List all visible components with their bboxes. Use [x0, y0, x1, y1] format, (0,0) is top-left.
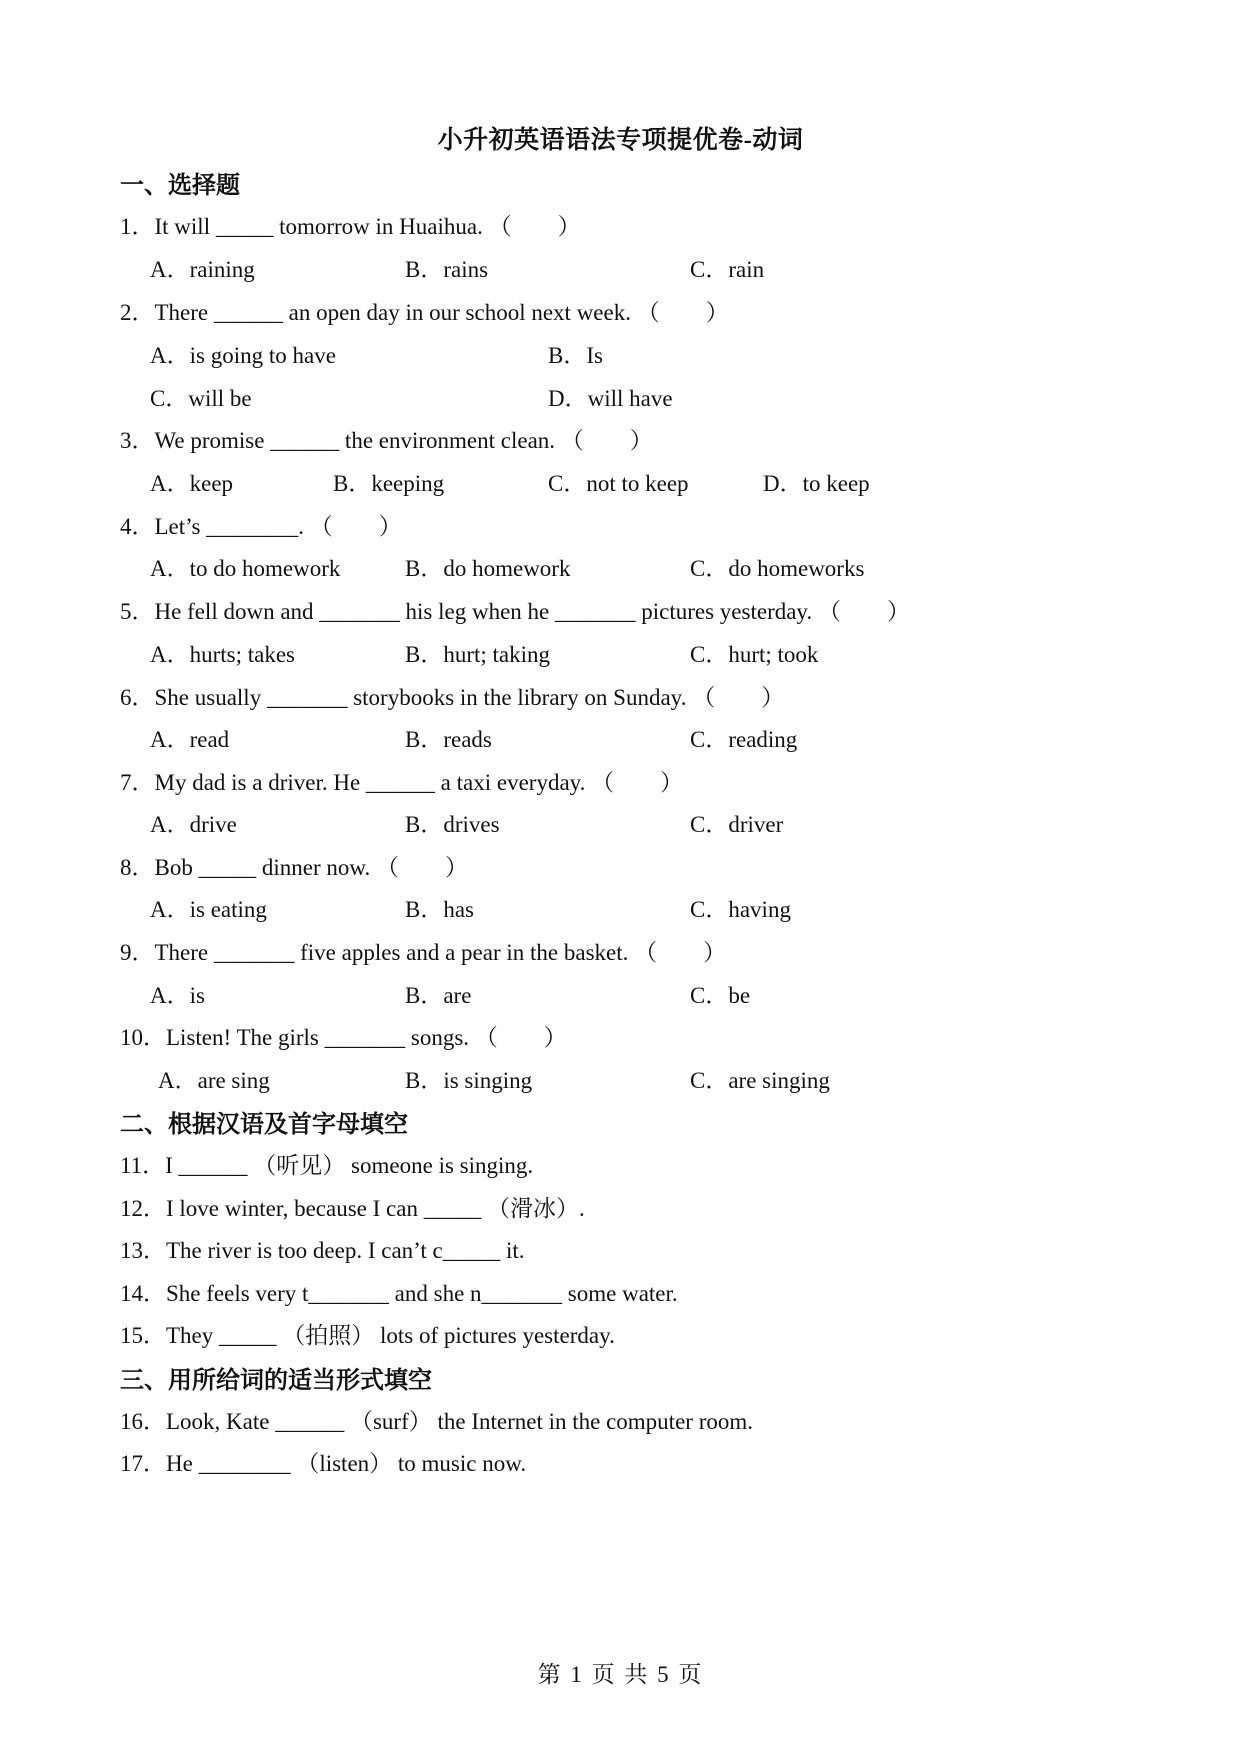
q5-option-a: A．hurts; takes	[150, 642, 296, 667]
q5-option-b: B．hurt; taking	[405, 642, 551, 667]
question-14: 14．She feels very t_______ and she n_______ some water.	[120, 1281, 678, 1306]
page-number-footer: 第 1 页 共 5 页	[537, 1662, 704, 1687]
q3-option-a: A．keep	[150, 471, 234, 496]
q3-option-c: C．not to keep	[548, 471, 689, 496]
q9-option-a: A．is	[150, 983, 205, 1008]
q2-option-c: C．will be	[150, 386, 252, 411]
q1-option-c: C．rain	[690, 257, 765, 282]
section-heading-1: 一、选择题	[120, 173, 240, 199]
q3-option-d: D．to keep	[763, 471, 870, 496]
q3-option-b: B．keeping	[333, 471, 445, 496]
q10-option-c: C．are singing	[690, 1068, 830, 1093]
q4-option-a: A．to do homework	[150, 556, 341, 581]
section-heading-3: 三、用所给词的适当形式填空	[120, 1368, 432, 1394]
question-4: 4．Let’s ________. （ ）	[120, 514, 402, 539]
q6-option-b: B．reads	[405, 727, 492, 752]
question-17: 17．He ________ （listen） to music now.	[120, 1451, 527, 1476]
question-13: 13．The river is too deep. I can’t c_____ it.	[120, 1238, 525, 1263]
q1-option-b: B．rains	[405, 257, 489, 282]
q2-option-a: A．is going to have	[150, 343, 336, 368]
q5-option-c: C．hurt; took	[690, 642, 819, 667]
q7-option-a: A．drive	[150, 812, 237, 837]
question-16: 16．Look, Kate ______ （surf） the Internet in the computer room.	[120, 1409, 753, 1434]
q7-option-c: C．driver	[690, 812, 784, 837]
question-12: 12．I love winter, because I can _____ （滑冰）.	[120, 1196, 585, 1221]
q10-option-b: B．is singing	[405, 1068, 533, 1093]
page-title: 小升初英语语法专项提优卷-动词	[437, 127, 804, 154]
q1-option-a: A．raining	[150, 257, 255, 282]
q4-option-c: C．do homeworks	[690, 556, 865, 581]
q2-option-d: D．will have	[548, 386, 673, 411]
question-8: 8．Bob _____ dinner now. （ ）	[120, 855, 468, 880]
question-15: 15．They _____ （拍照） lots of pictures yesterday.	[120, 1323, 615, 1348]
question-1: 1．It will _____ tomorrow in Huaihua. （ ）	[120, 214, 581, 239]
question-3: 3．We promise ______ the environment clean. （ ）	[120, 428, 653, 453]
q7-option-b: B．drives	[405, 812, 500, 837]
section-heading-2: 二、根据汉语及首字母填空	[120, 1112, 408, 1138]
q8-option-c: C．having	[690, 897, 791, 922]
question-2: 2．There ______ an open day in our school next week. （ ）	[120, 300, 729, 325]
q4-option-b: B．do homework	[405, 556, 571, 581]
question-9: 9．There _______ five apples and a pear in the basket. （ ）	[120, 940, 727, 965]
question-5: 5．He fell down and _______ his leg when he _______ pictures yesterday. （ ）	[120, 599, 910, 624]
question-7: 7．My dad is a driver. He ______ a taxi everyday. （ ）	[120, 770, 684, 795]
q8-option-b: B．has	[405, 897, 474, 922]
question-6: 6．She usually _______ storybooks in the library on Sunday. （ ）	[120, 685, 785, 710]
q6-option-a: A．read	[150, 727, 230, 752]
q6-option-c: C．reading	[690, 727, 798, 752]
q9-option-c: C．be	[690, 983, 751, 1008]
q9-option-b: B．are	[405, 983, 472, 1008]
q8-option-a: A．is eating	[150, 897, 267, 922]
q2-option-b: B．Is	[548, 343, 603, 368]
q10-option-a: A．are sing	[158, 1068, 270, 1093]
question-11: 11．I ______ （听见） someone is singing.	[120, 1153, 534, 1178]
question-10: 10．Listen! The girls _______ songs. （ ）	[120, 1025, 567, 1050]
